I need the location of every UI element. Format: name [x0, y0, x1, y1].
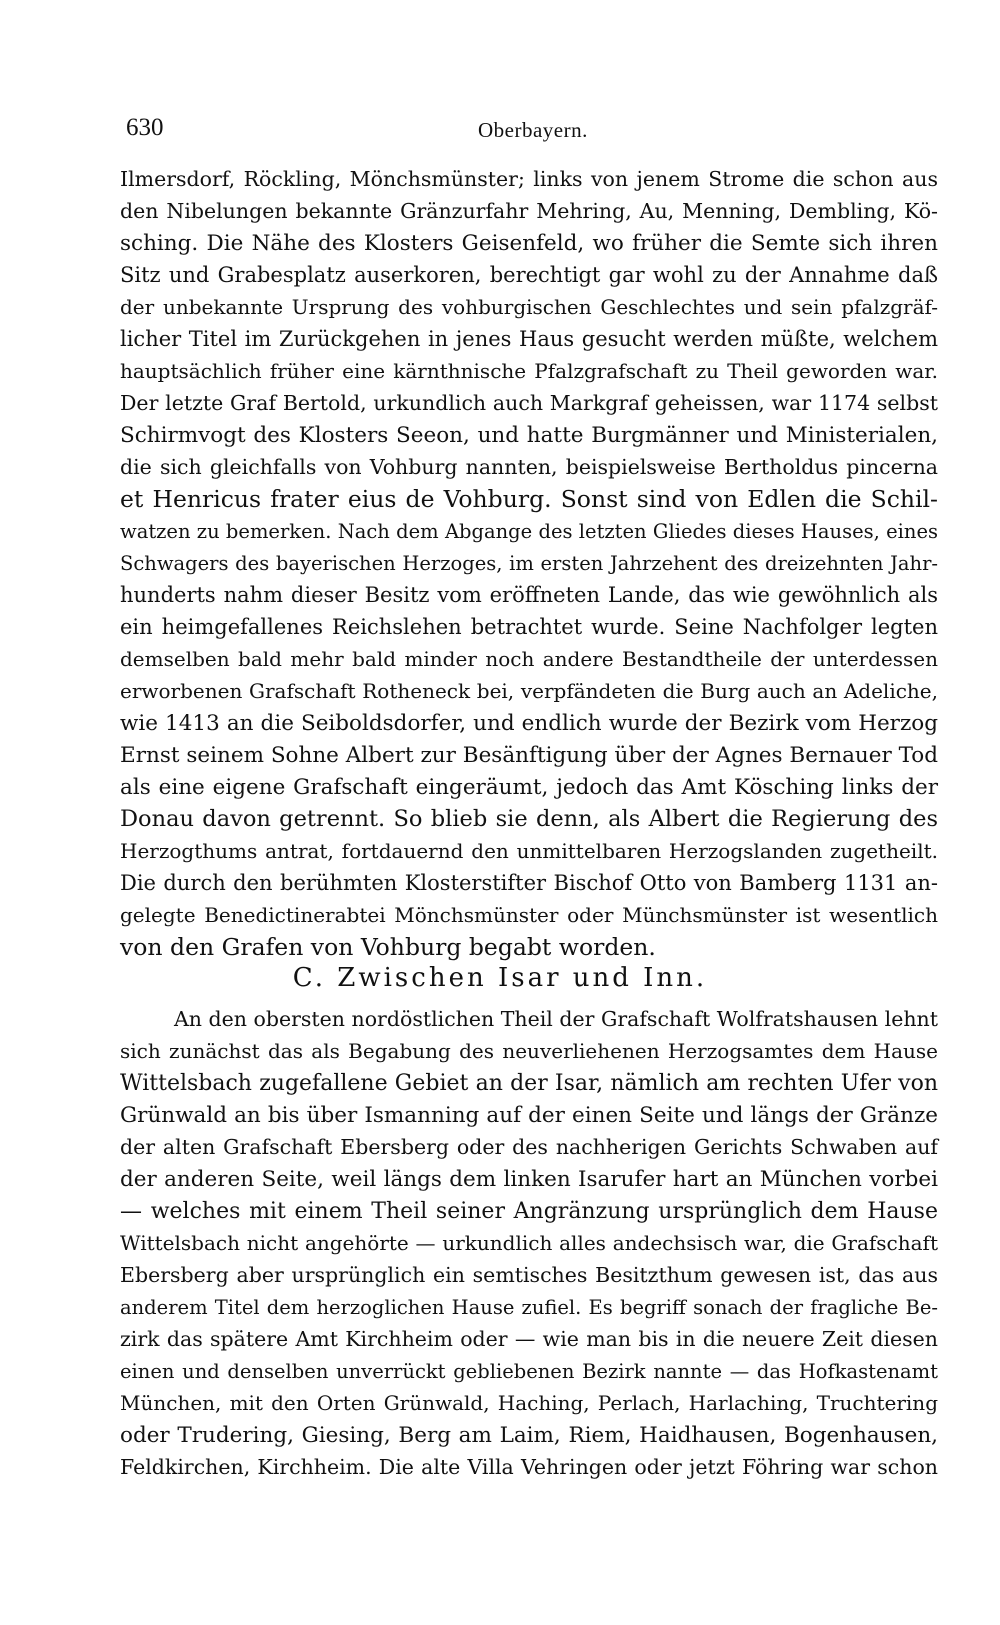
text-line: Herzogthums antrat, fortdauernd den unmittelbaren Herzogslanden zugetheilt.	[120, 839, 938, 863]
text-line: hunderts nahm dieser Besitz vom eröffneten Lande, das wie gewöhnlich als	[120, 583, 938, 607]
text-line: Schirmvogt des Klosters Seeon, und hatte Burgmänner und Ministerialen,	[120, 423, 938, 448]
text-line: einen und denselben unverrückt gebliebenen Bezirk nannte — das Hofkastenamt	[120, 1360, 938, 1383]
text-line: den Nibelungen bekannte Gränzurfahr Mehring, Au, Menning, Dembling, Kö-	[120, 199, 938, 223]
text-line: Donau davon getrennt. So blieb sie denn, als Albert die Regierung des	[120, 806, 938, 832]
text-line: Grünwald an bis über Ismanning auf der einen Seite und längs der Gränze	[120, 1103, 938, 1128]
text-line: sching. Die Nähe des Klosters Geisenfeld, wo früher die Semte sich ihren	[120, 231, 938, 256]
text-line: Ernst seinem Sohne Albert zur Besänftigung über der Agnes Bernauer Tod	[120, 743, 938, 768]
text-line: der anderen Seite, weil längs dem linken Isarufer hart an München vorbei	[120, 1167, 938, 1192]
text-line: — welches mit einem Theil seiner Angränzung ursprünglich dem Hause	[120, 1199, 938, 1224]
text-line: licher Titel im Zurückgehen in jenes Haus gesucht werden müßte, welchem	[120, 327, 938, 351]
text-line: zirk das spätere Amt Kirchheim oder — wie man bis in die neuere Zeit diesen	[120, 1327, 938, 1351]
text-line: Ilmersdorf, Röckling, Mönchsmünster; links von jenem Strome die schon aus	[120, 167, 938, 191]
text-line: Wittelsbach zugefallene Gebiet an der Isar, nämlich am rechten Ufer von	[120, 1071, 938, 1096]
text-line: watzen zu bemerken. Nach dem Abgange des letzten Gliedes dieses Hauses, eines	[120, 520, 938, 543]
text-line: demselben bald mehr bald minder noch andere Bestandtheile der unterdessen	[120, 647, 938, 671]
text-line: An den obersten nordöstlichen Theil der Grafschaft Wolfratshausen lehnt	[174, 1007, 938, 1031]
running-title: Oberbayern.	[478, 118, 588, 142]
running-header	[126, 114, 938, 154]
text-line: von den Grafen von Vohburg begabt worden.	[120, 933, 656, 961]
text-line: Schwagers des bayerischen Herzoges, im ersten Jahrzehent des dreizehnten Jahr-	[120, 552, 938, 575]
text-line: der alten Grafschaft Ebersberg oder des nachherigen Gerichts Schwaben auf	[120, 1135, 938, 1159]
text-line: et Henricus frater eius de Vohburg. Sonst sind von Edlen die Schil-	[120, 485, 938, 513]
text-line: anderem Titel dem herzoglichen Hause zufiel. Es begriff sonach der fragliche Be-	[120, 1296, 938, 1319]
section-heading: C. Zwischen Isar und Inn.	[292, 963, 708, 993]
text-line: die sich gleichfalls von Vohburg nannten, beispielsweise Bertholdus pincerna	[120, 455, 938, 479]
text-line: der unbekannte Ursprung des vohburgischen Geschlechtes und sein pfalzgräf-	[120, 295, 938, 319]
text-line: ein heimgefallenes Reichslehen betrachtet wurde. Seine Nachfolger legten	[120, 615, 938, 639]
text-line: Sitz und Grabesplatz auserkoren, berechtigt gar wohl zu der Annahme daß	[120, 263, 938, 287]
text-line: Die durch den berühmten Klosterstifter Bischof Otto von Bamberg 1131 an-	[120, 871, 938, 895]
text-line: erworbenen Grafschaft Rotheneck bei, verpfändeten die Burg auch an Adeliche,	[120, 679, 938, 703]
text-line: Wittelsbach nicht angehörte — urkundlich alles andechsisch war, die Grafschaft	[120, 1231, 938, 1255]
text-line: München, mit den Orten Grünwald, Haching, Perlach, Harlaching, Truchtering	[120, 1391, 938, 1415]
text-line: oder Trudering, Giesing, Berg am Laim, Riem, Haidhausen, Bogenhausen,	[120, 1423, 938, 1448]
text-line: wie 1413 an die Seiboldsdorfer, und endlich wurde der Bezirk vom Herzog	[120, 711, 938, 736]
text-line: gelegte Benedictinerabtei Mönchsmünster oder Münchsmünster ist wesentlich	[120, 903, 938, 927]
text-line: hauptsächlich früher eine kärnthnische Pfalzgrafschaft zu Theil geworden war.	[120, 359, 938, 383]
text-line: Ebersberg aber ursprünglich ein semtisches Besitzthum gewesen ist, das aus	[120, 1263, 938, 1287]
text-line: als eine eigene Grafschaft eingeräumt, jedoch das Amt Kösching links der	[120, 775, 938, 800]
text-line: sich zunächst das als Begabung des neuverliehenen Herzogsamtes dem Hause	[120, 1039, 938, 1063]
page-number: 630	[126, 114, 164, 141]
text-line: Feldkirchen, Kirchheim. Die alte Villa Vehringen oder jetzt Föhring war schon	[120, 1455, 938, 1479]
text-line: Der letzte Graf Bertold, urkundlich auch Markgraf geheissen, war 1174 selbst	[120, 391, 938, 415]
